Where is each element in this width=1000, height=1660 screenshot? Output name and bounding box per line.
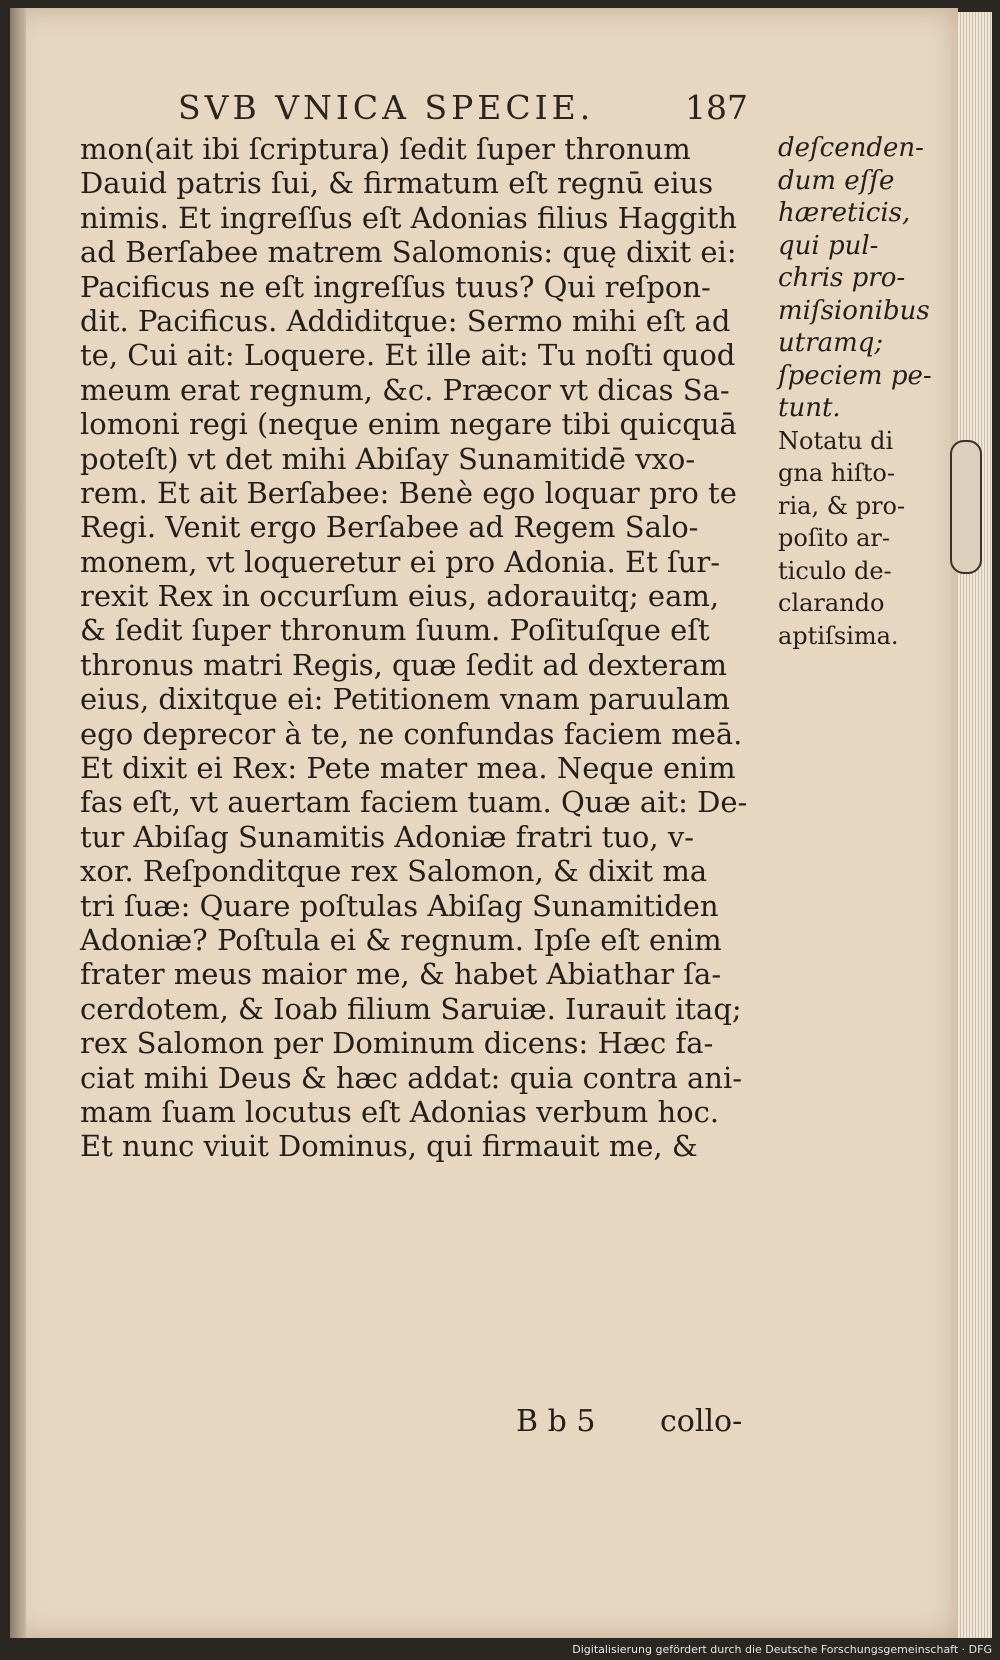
text-line: monem, vt loqueretur ei pro Adonia. Et ſur- (80, 544, 721, 579)
text-line: ego deprecor à te, ne confundas faciem meā. (80, 716, 743, 751)
text-line: meum erat regnum, &c. Præcor vt dicas Sa- (80, 372, 730, 407)
body-text (80, 132, 800, 1164)
text-line: tur Abiſag Sunamitis Adoniæ fratri tuo, v- (80, 819, 695, 854)
marginal-note-line: ria, & pro- (778, 491, 906, 520)
marginal-note-line: poſito ar- (778, 524, 890, 552)
text-line: Adoniæ? Poſtula ei & regnum. Ipſe eſt enim (80, 922, 722, 957)
marginal-note-line: ſpeciem pe- (778, 360, 932, 391)
book-fore-edge (958, 12, 992, 1638)
marginal-note-line: Notatu di (778, 426, 894, 455)
marginal-notes (778, 132, 948, 652)
marginal-note-line: deſcenden- (778, 133, 924, 163)
text-line: thronus matri Regis, quæ ſedit ad dexteram (80, 647, 728, 682)
text-line: tri ſuæ: Quare poſtulas Abiſag Sunamitiden (80, 888, 719, 923)
signature-mark: B b 5 (516, 1404, 596, 1439)
marginal-note-line: qui pul- (778, 230, 879, 261)
text-line: rexit Rex in occurſum eius, adorauitq; eam, (80, 579, 720, 614)
marginal-note-line: dum eſſe (778, 165, 895, 196)
digitization-credit: Digitalisierung gefördert durch die Deutsche Forschungsgemeinschaft · DFG (572, 1643, 992, 1656)
text-line: rem. Et ait Berſabee: Benè ego loquar pro te (80, 475, 737, 510)
running-title: SVB VNICA SPECIE. (178, 88, 595, 127)
text-line: & ſedit ſuper thronum ſuum. Poſituſque eſt (80, 613, 710, 648)
marginal-note-line: tunt. (778, 393, 841, 423)
text-line: Et dixit ei Rex: Pete mater mea. Neque enim (80, 751, 736, 786)
text-line: poteſt) vt det mihi Abiſay Sunamitidē vxo- (80, 441, 696, 476)
text-line: rex Salomon per Dominum dicens: Hæc fa- (80, 1026, 714, 1061)
marginal-note-line: chris pro- (778, 263, 906, 293)
marginal-note-line: ticulo de- (778, 556, 892, 585)
text-line: Pacificus ne eſt ingreſſus tuus? Qui reſpon- (80, 269, 711, 304)
page-tab-marker (950, 440, 982, 574)
text-line: xor. Reſponditque rex Salomon, & dixit ma (80, 854, 708, 889)
page-gutter (10, 8, 26, 1638)
page-footer (480, 1404, 840, 1444)
text-line: nimis. Et ingreſſus eſt Adonias filius Haggith (80, 200, 737, 235)
marginal-note-line: utramq; (778, 328, 884, 358)
page-number: 187 (685, 88, 748, 127)
marginal-note-line: clarando (778, 589, 885, 617)
page-header (178, 88, 768, 128)
text-line: ad Berſabee matrem Salomonis: quę dixit ei: (80, 235, 737, 270)
text-line: Et nunc viuit Dominus, qui firmauit me, & (80, 1129, 698, 1164)
text-line: eius, dixitque ei: Petitionem vnam paruulam (80, 682, 731, 717)
text-line: Regi. Venit ergo Berſabee ad Regem Salo- (80, 510, 699, 545)
text-line: ciat mihi Deus & hæc addat: quia contra ani- (80, 1060, 743, 1095)
catchword: collo- (660, 1404, 743, 1439)
text-line: Dauid patris ſui, & firmatum eſt regnū eius (80, 166, 714, 201)
text-line: fas eſt, vt auertam faciem tuam. Quæ ait: De- (80, 785, 748, 820)
marginal-note-line: gna hiſto- (778, 459, 895, 487)
text-line: cerdotem, & Ioab filium Saruiæ. Iurauit itaq; (80, 991, 742, 1026)
marginal-note-line: hæreticis, (778, 198, 911, 228)
marginal-note-line: aptiſsima. (778, 621, 899, 650)
text-line: dit. Pacificus. Addiditque: Sermo mihi eſt ad (80, 303, 731, 338)
text-line: mam ſuam locutus eſt Adonias verbum hoc. (80, 1094, 720, 1129)
marginal-note-line: miſsionibus (778, 295, 930, 326)
text-line: mon(ait ibi ſcriptura) ſedit ſuper thronum (80, 132, 691, 166)
text-line: lomoni regi (neque enim negare tibi quicquā (80, 407, 737, 442)
text-line: te, Cui ait: Loquere. Et ille ait: Tu noſti quod (80, 338, 736, 373)
text-line: frater meus maior me, & habet Abiathar ſa- (80, 957, 722, 992)
